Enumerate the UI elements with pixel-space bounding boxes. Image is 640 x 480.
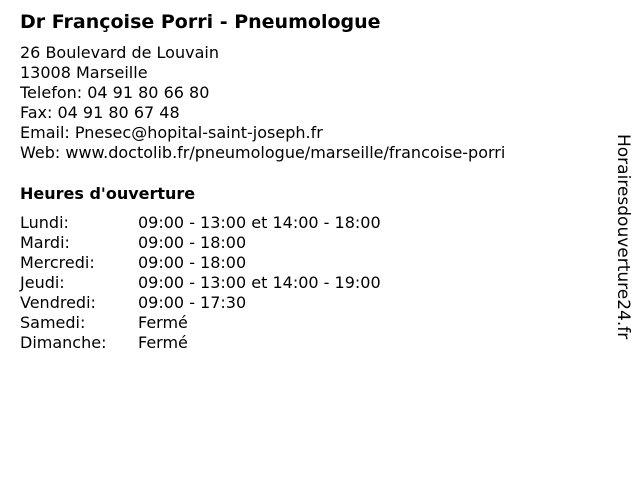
hours-value: 09:00 - 18:00 bbox=[138, 233, 247, 252]
day-label: Mardi: bbox=[20, 233, 70, 252]
day-label: Vendredi: bbox=[20, 293, 96, 312]
hours-value: Fermé bbox=[138, 333, 188, 352]
hours-row-tuesday bbox=[20, 233, 381, 253]
website-address: Web: www.doctolib.fr/pneumologue/marseille/francoise-porri bbox=[20, 143, 506, 162]
hours-row-saturday bbox=[20, 313, 381, 333]
day-label: Mercredi: bbox=[20, 253, 95, 272]
hours-row-wednesday bbox=[20, 253, 381, 273]
phone-number: Telefon: 04 91 80 66 80 bbox=[20, 83, 210, 102]
opening-hours-heading: Heures d'ouverture bbox=[20, 184, 196, 203]
hours-value: 09:00 - 18:00 bbox=[138, 253, 247, 272]
site-watermark: Horairesdouverture24.fr bbox=[613, 134, 633, 340]
hours-value: 09:00 - 17:30 bbox=[138, 293, 247, 312]
city-address: 13008 Marseille bbox=[20, 63, 148, 82]
hours-row-sunday bbox=[20, 333, 381, 353]
hours-value: 09:00 - 13:00 et 14:00 - 18:00 bbox=[138, 213, 381, 232]
email-address: Email: Pnesec@hopital-saint-joseph.fr bbox=[20, 123, 323, 142]
opening-hours-table bbox=[20, 213, 381, 353]
contact-block bbox=[20, 43, 505, 163]
day-label: Samedi: bbox=[20, 313, 86, 332]
page-title: Dr Françoise Porri - Pneumologue bbox=[20, 11, 381, 33]
hours-value: 09:00 - 13:00 et 14:00 - 19:00 bbox=[138, 273, 381, 292]
day-label: Lundi: bbox=[20, 213, 69, 232]
hours-row-friday bbox=[20, 293, 381, 313]
hours-value: Fermé bbox=[138, 313, 188, 332]
day-label: Jeudi: bbox=[20, 273, 65, 292]
hours-row-monday bbox=[20, 213, 381, 233]
street-address: 26 Boulevard de Louvain bbox=[20, 43, 219, 62]
hours-row-thursday bbox=[20, 273, 381, 293]
fax-number: Fax: 04 91 80 67 48 bbox=[20, 103, 180, 122]
day-label: Dimanche: bbox=[20, 333, 107, 352]
